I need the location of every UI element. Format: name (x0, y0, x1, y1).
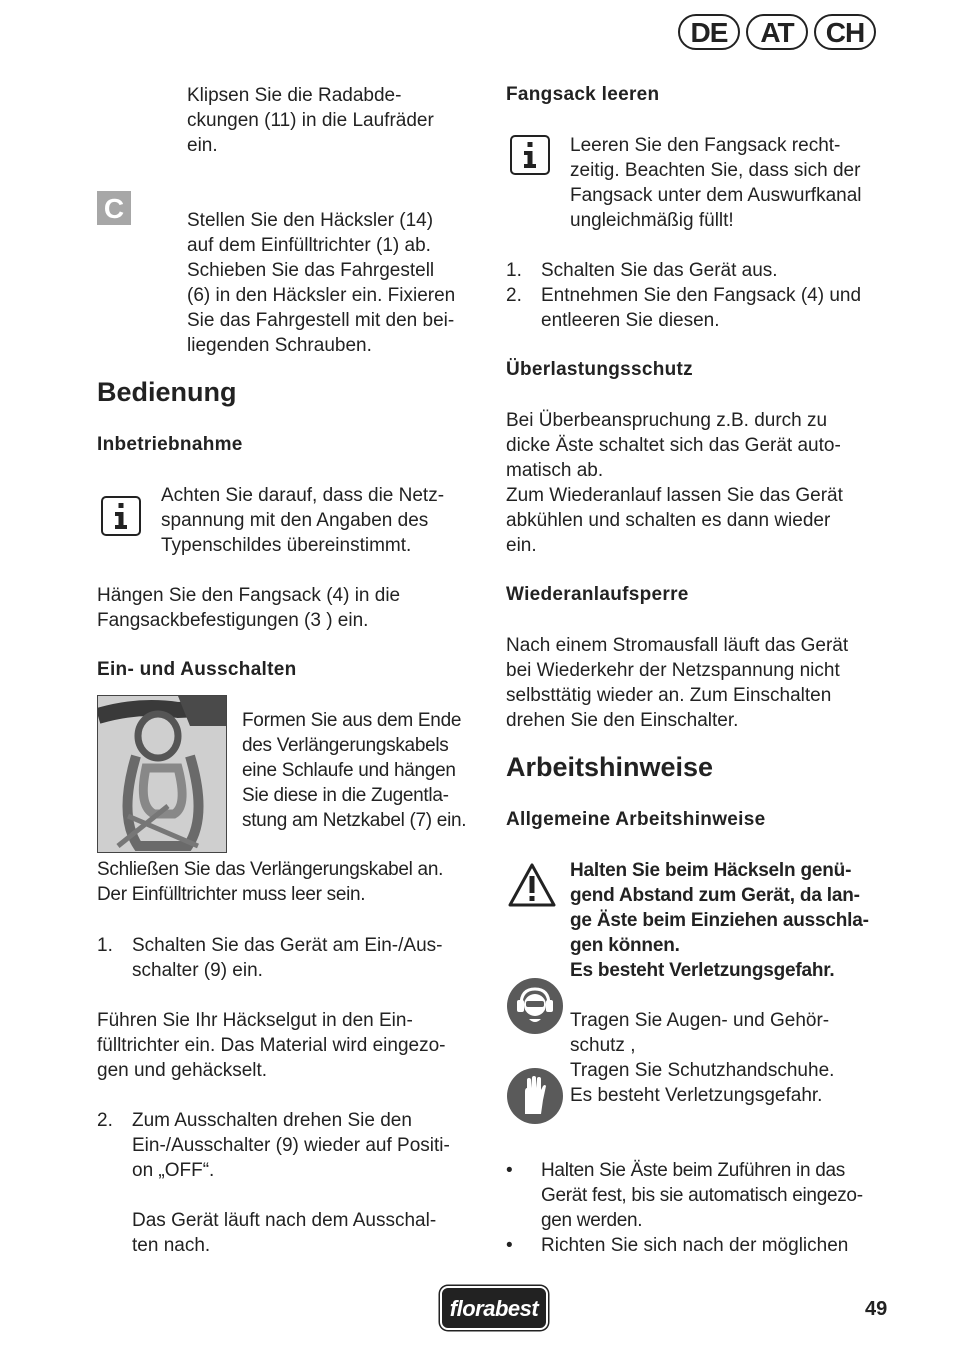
florabest-logo: florabest (440, 1286, 548, 1330)
list-text: Entnehmen Sie den Fangsack (4) und entleeren Sie diesen. (541, 285, 862, 331)
fangsack-text: Hängen Sie den Fangsack (4) in die Fangsackbefestigungen (3 ) ein. (97, 585, 401, 631)
list-text: Zum Ausschalten drehen Sie den Ein-/Ausschalter (9) wieder auf Positi- on „OFF“. (132, 1110, 450, 1181)
bullet-text: Richten Sie sich nach der möglichen (541, 1235, 849, 1256)
subsection-title-wiederanlauf: Wiederanlaufsperre (506, 584, 689, 605)
bullet-item-aeste-festhalten (506, 1158, 906, 1233)
info-icon-glyph (111, 502, 131, 530)
subsection-title-ein-aus: Ein- und Ausschalten (97, 659, 297, 680)
list-item-einschalten (97, 933, 477, 983)
list-number: 1. (506, 260, 522, 281)
list-text: Schalten Sie das Gerät am Ein-/Aus- schalter (9) ein. (132, 935, 443, 981)
info-icon (101, 496, 141, 536)
list-number: 2. (506, 285, 522, 306)
photo-caption: Formen Sie aus dem Ende des Verlängerungskabels eine Schlaufe und hängen Sie diese in die Zugentla- stung am Netzkabel (7) ein. (242, 710, 467, 831)
eye-ear-protection-glyph (512, 983, 558, 1029)
list-number: 2. (97, 1110, 113, 1131)
badge-at: AT (746, 14, 808, 50)
list-item-fangsack-entnehmen (506, 283, 906, 333)
bullet-mark: • (506, 1235, 513, 1256)
bullet-text: Halten Sie Äste beim Zuführen in das Gerät fest, bis sie automatisch eingezo- gen werden. (541, 1160, 863, 1231)
anschliessen-text: Schließen Sie das Verlängerungskabel an. Der Einfülltrichter muss leer sein. (97, 859, 444, 905)
ueberlast-text: Bei Überbeanspruchung z.B. durch zu dicke Äste schaltet sich das Gerät auto- matisch ab. Zum Wiederanlauf lassen Sie das Gerät abkühlen und schalten es dann wieder ein. (506, 410, 843, 556)
wieder-text: Nach einem Stromausfall läuft das Gerät bei Wiederkehr der Netzspannung nicht selbsttätig wieder an. Zum Einschalten drehen Sie den Einschalter. (506, 635, 849, 731)
info-text-fangsack: Leeren Sie den Fangsack recht- zeitig. Beachten Sie, dass sich der Fangsack unter dem Auswurfkanal ungleichmäßig füllt! (570, 135, 862, 231)
cable-loop-illustration (98, 696, 226, 852)
list-number: 1. (97, 935, 113, 956)
ppe-text: Tragen Sie Augen- und Gehör- schutz , Tragen Sie Schutzhandschuhe. Es besteht Verletzungsgefahr. (570, 1010, 835, 1106)
subsection-title-allgemein: Allgemeine Arbeitshinweise (506, 809, 766, 830)
badge-ch: CH (814, 14, 876, 50)
info-icon (510, 135, 550, 175)
subsection-title-fangsack-leeren: Fangsack leeren (506, 84, 660, 105)
warning-triangle-icon (507, 862, 557, 908)
warning-text: Halten Sie beim Häckseln genü- gend Abstand zum Gerät, da lan- ge Äste beim Einziehen ausschla- gen können. Es besteht Verletzungsgefahr. (570, 860, 869, 981)
cable-loop-photo (97, 695, 227, 853)
list-item-geraet-aus (506, 258, 906, 283)
section-title-bedienung: Bedienung (97, 377, 237, 407)
subsection-title-ueberlastung: Überlastungsschutz (506, 359, 693, 380)
info-icon-glyph (520, 141, 540, 169)
subsection-title-inbetriebnahme: Inbetriebnahme (97, 434, 243, 455)
fuehren-text: Führen Sie Ihr Häckselgut in den Ein- fülltrichter ein. Das Material wird eingezo- gen und gehäckselt. (97, 1010, 446, 1081)
nachlauf-text: Das Gerät läuft nach dem Ausschal- ten nach. (132, 1210, 437, 1256)
badge-de: DE (678, 14, 740, 50)
list-item-ausschalten (97, 1108, 477, 1183)
eye-ear-protection-icon (507, 978, 563, 1034)
step-c-text: Stellen Sie den Häcksler (14) auf dem Einfülltrichter (1) ab. Schieben Sie das Fahrgestell (6) in den Häcksler ein. Fixieren Sie das Fahrgestell mit den bei- liegenden Schrauben. (187, 210, 456, 356)
country-badges (678, 14, 876, 50)
section-title-arbeitshinweise: Arbeitshinweise (506, 752, 714, 782)
info-text-netzspannung: Achten Sie darauf, dass die Netz- spannung mit den Angaben des Typenschildes übereinstimmt. (161, 485, 445, 556)
gloves-icon (507, 1068, 563, 1124)
intro-text: Klipsen Sie die Radabde- ckungen (11) in die Laufräder ein. (187, 85, 434, 156)
gloves-glyph (515, 1074, 555, 1118)
page-number: 49 (865, 1298, 888, 1320)
bullet-mark: • (506, 1160, 513, 1181)
list-text: Schalten Sie das Gerät aus. (541, 260, 778, 281)
bullet-item-richten (506, 1233, 906, 1258)
step-c-label: C (97, 191, 131, 225)
